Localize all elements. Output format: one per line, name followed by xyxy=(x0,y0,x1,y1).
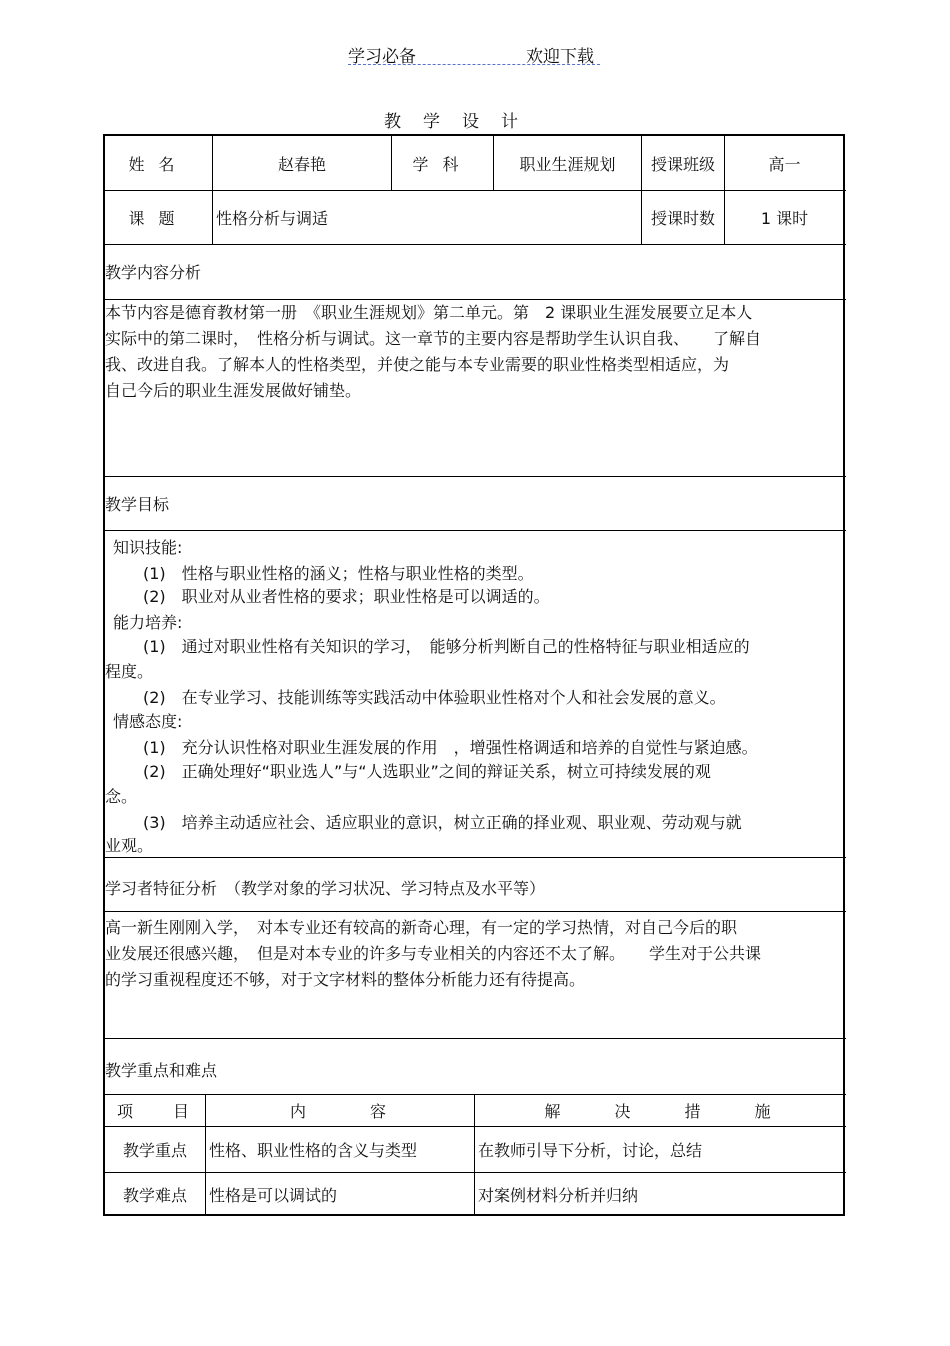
rule-row-6 xyxy=(104,857,846,858)
ability-item-2: (2) 在专业学习、技能训练等实践活动中体验职业性格对个人和社会发展的意义。 xyxy=(143,688,726,707)
difficulty-content: 性格是可以调试的 xyxy=(209,1186,338,1205)
topic-value: 性格分析与调适 xyxy=(216,209,329,228)
content-analysis-title: 教学内容分析 xyxy=(105,263,202,282)
knowledge-item: (2) 职业对从业者性格的要求；职业性格是可以调适的。 xyxy=(143,587,550,606)
key-point-label: 教学重点 xyxy=(122,1141,187,1160)
difficulty-label: 教学难点 xyxy=(122,1186,187,1205)
content-analysis-body xyxy=(105,300,843,404)
learner-line: 的学习重视程度还不够，对于文字材料的整体分析能力还有待提高。 xyxy=(105,970,586,989)
content-analysis-line: 本节内容是德育教材第一册 《职业生涯规划》第二单元。第 2 课职业生涯发展要立足本人 xyxy=(105,303,753,322)
difficulty-measure: 对案例材料分析并归纳 xyxy=(478,1186,639,1205)
name-label: 姓名 xyxy=(128,154,189,174)
rule-row-2 xyxy=(104,244,846,245)
subject-label: 学科 xyxy=(412,154,473,174)
key-points-title: 教学重点和难点 xyxy=(105,1061,218,1080)
subject-value: 职业生涯规划 xyxy=(519,154,616,174)
header-content: 内容 xyxy=(289,1102,450,1121)
name-value: 赵春艳 xyxy=(277,154,326,174)
key-point-measure: 在教师引导下分析，讨论，总结 xyxy=(478,1141,703,1160)
knowledge-label: 知识技能: xyxy=(113,538,183,557)
objectives-title: 教学目标 xyxy=(105,495,170,514)
rule-row-4 xyxy=(104,476,846,477)
header-dashed-rule xyxy=(348,64,600,65)
hours-value: 1 课时 xyxy=(760,209,809,228)
emotion-item-2-cont: 念。 xyxy=(105,787,138,806)
knowledge-item: (1) 性格与职业性格的涵义；性格与职业性格的类型。 xyxy=(143,564,534,583)
emotion-item-3: (3) 培养主动适应社会、适应职业的意识，树立正确的择业观、职业观、劳动观与就 xyxy=(143,813,742,832)
hours-label: 授课时数 xyxy=(650,209,715,228)
emotion-item-1: (1) 充分认识性格对职业生涯发展的作用 ，增强性格调适和培养的自觉性与紧迫感。 xyxy=(143,738,758,757)
rule-row-7 xyxy=(104,911,846,912)
ability-label: 能力培养: xyxy=(113,613,183,632)
ability-item-1: (1) 通过对职业性格有关知识的学习， 能够分析判断自己的性格特征与职业相适应的 xyxy=(143,637,750,656)
document-title: 教学设计 xyxy=(384,112,540,132)
learner-title: 学习者特征分析 （教学对象的学习状况、学习特点及水平等） xyxy=(105,879,546,898)
header-right-text: 欢迎下载 xyxy=(526,47,594,67)
learner-line: 高一新生刚刚入学， 对本专业还有较高的新奇心理，有一定的学习热情，对自己今后的职 xyxy=(105,918,738,937)
lesson-plan-table xyxy=(103,134,845,1216)
emotion-item-2: (2) 正确处理好“职业选人”与“人选职业”之间的辩证关系，树立可持续发展的观 xyxy=(143,762,711,781)
emotion-label: 情感态度: xyxy=(113,712,183,731)
rule-row-8 xyxy=(104,1038,846,1039)
learner-line: 业发展还很感兴趣， 但是对本专业的许多与专业相关的内容还不太了解。 学生对于公共课 xyxy=(105,944,762,963)
class-label: 授课班级 xyxy=(650,154,715,174)
header-left-text: 学习必备 xyxy=(348,47,416,67)
header-measures: 解决措施 xyxy=(544,1102,825,1121)
rule-row-5 xyxy=(104,530,846,531)
content-analysis-line: 我、改进自我。了解本人的性格类型，并使之能与本专业需要的职业性格类型相适应，为 xyxy=(105,355,730,374)
header-item: 项目 xyxy=(117,1102,230,1121)
ability-item-1-cont: 程度。 xyxy=(105,662,154,681)
learner-body xyxy=(105,915,843,993)
class-value: 高一 xyxy=(768,154,801,174)
emotion-item-3-cont: 业观。 xyxy=(105,836,154,855)
topic-label: 课题 xyxy=(128,209,189,228)
content-analysis-line: 实际中的第二课时， 性格分析与调试。这一章节的主要内容是帮助学生认识自我、 了解自 xyxy=(105,329,762,348)
content-analysis-line: 自己今后的职业生涯发展做好铺垫。 xyxy=(105,381,362,400)
key-point-content: 性格、职业性格的含义与类型 xyxy=(209,1141,418,1160)
